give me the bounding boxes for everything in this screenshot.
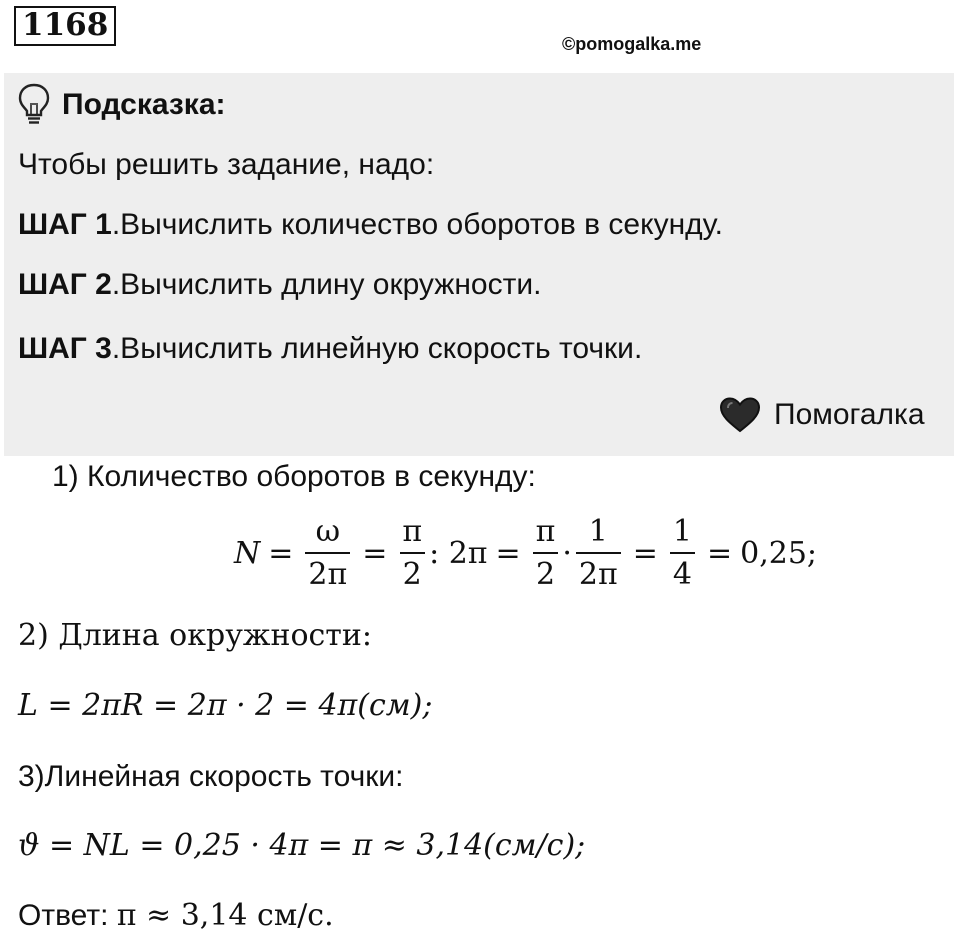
fraction	[399, 514, 425, 592]
denominator: 4	[670, 552, 695, 592]
step1-formula	[234, 508, 817, 598]
denominator: 2π	[305, 552, 350, 592]
answer	[18, 898, 334, 933]
step3-formula: ϑ = NL = 0,25 · 4π = π ≈ 3,14(см/с);	[18, 828, 586, 863]
step3-heading: 3)Линейная скорость точки:	[18, 760, 404, 793]
numerator: π	[402, 514, 423, 549]
formula-result: 0,25;	[740, 535, 818, 571]
heart-icon	[718, 396, 762, 434]
denominator: 2	[533, 552, 558, 592]
answer-label: Ответ:	[18, 899, 109, 932]
numerator: 1	[588, 514, 608, 549]
equals-sign: =	[706, 535, 733, 571]
step1-heading: 1) Количество оборотов в секунду:	[52, 460, 536, 493]
hint-step-text: .Вычислить количество оборотов в секунду.	[111, 208, 723, 241]
hint-step-text: .Вычислить линейную скорость точки.	[111, 332, 643, 365]
hint-step-text: .Вычислить длину окружности.	[111, 268, 542, 301]
hint-step-2	[18, 268, 541, 302]
step2-formula: L = 2πR = 2π · 2 = 4π(см);	[18, 688, 433, 723]
site-watermark: ©pomogalka.me	[562, 34, 702, 54]
hint-step-label: ШАГ 2	[18, 268, 112, 301]
equals-sign: =	[495, 535, 521, 571]
equals-sign: =	[632, 535, 658, 571]
hint-step-label: ШАГ 1	[18, 208, 112, 241]
fraction	[305, 514, 350, 592]
denominator: 2	[400, 552, 425, 592]
step2-heading: 2) Длина окружности:	[18, 618, 373, 653]
numerator: 1	[672, 514, 692, 549]
answer-value: π ≈ 3,14 см/с.	[116, 898, 334, 933]
hint-title: Подсказка:	[62, 88, 226, 121]
fraction	[533, 514, 559, 592]
hint-intro: Чтобы решить задание, надо:	[18, 148, 435, 181]
hint-step-3	[18, 332, 642, 366]
equals-sign: =	[362, 535, 388, 571]
divide-term: : 2π	[429, 535, 488, 571]
formula-symbol: N	[234, 535, 261, 571]
equals-sign: =	[268, 535, 294, 571]
numerator: ω	[315, 514, 341, 549]
fraction	[576, 514, 621, 592]
lightbulb-icon	[17, 82, 51, 126]
hint-step-label: ШАГ 3	[18, 332, 112, 365]
problem-number: 1168	[14, 6, 116, 46]
numerator: π	[535, 514, 556, 549]
fraction	[670, 514, 695, 592]
hint-step-1	[18, 208, 723, 242]
denominator: 2π	[576, 552, 621, 592]
brand-label: Помогалка	[774, 398, 925, 431]
dot-operator: ·	[562, 535, 572, 571]
